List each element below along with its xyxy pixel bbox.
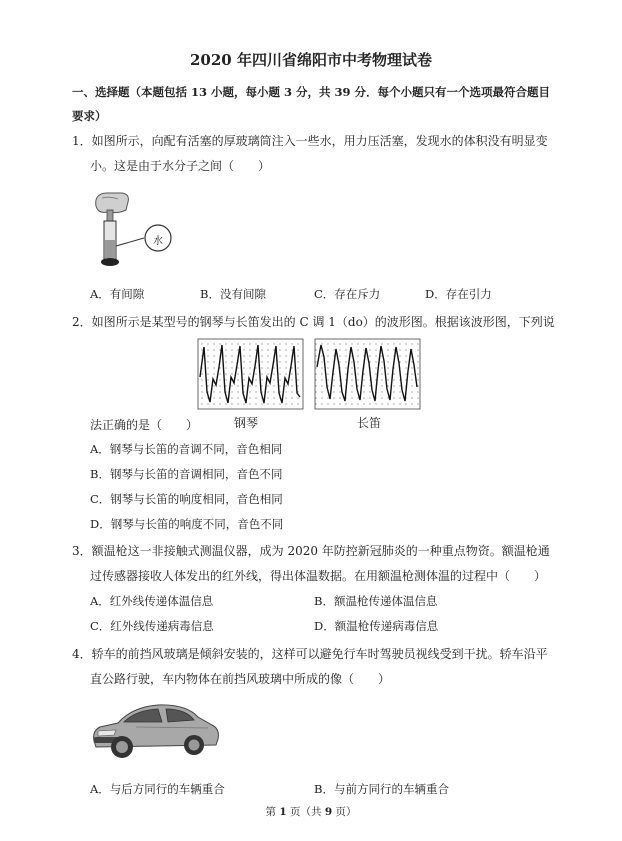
footer-total-pages: 9 <box>324 806 333 818</box>
question-1-line-1: 1．如图所示，向配有活塞的厚玻璃筒注入一些水，用力压活塞，发现水的体积没有明显变 <box>72 134 548 148</box>
question-1-option-a: A．有间隙 <box>90 287 145 301</box>
question-2-line-1: 2．如图所示是某型号的钢琴与长笛发出的 C 调 1（do）的波形图。根据该波形图，下列说 <box>72 315 555 329</box>
question-4-line-1: 4．轿车的前挡风玻璃是倾斜安装的，这样可以避免行车时驾驶员视线受到干扰。轿车沿平 <box>72 647 548 661</box>
question-2-option-b: B．钢琴与长笛的音调相同，音色不同 <box>90 467 283 481</box>
question-1-option-d: D．存在引力 <box>425 287 492 301</box>
question-2-line-2: 法正确的是（ ） <box>90 418 199 432</box>
waveform-figure <box>195 337 425 432</box>
page-title: 2020 年四川省绵阳市中考物理试卷 <box>190 51 432 69</box>
piston-cylinder-figure <box>88 188 188 273</box>
question-4-line-2: 直公路行驶，车内物体在前挡风玻璃中所成的像（ ） <box>90 672 391 686</box>
question-3-option-b: B．额温枪传递体温信息 <box>314 594 438 608</box>
question-4-option-b: B．与前方同行的车辆重合 <box>314 782 449 796</box>
question-3-line-2: 过传感器接收人体发出的红外线，得出体温数据。在用额温枪测体温的过程中（ ） <box>90 569 547 583</box>
footer-page-number: 1 <box>279 806 287 818</box>
question-3-option-c: C．红外线传递病毒信息 <box>90 619 214 633</box>
question-3-line-1: 3．额温枪这一非接触式测温仪器，成为 2020 年防控新冠肺炎的一种重点物资。额温枪通 <box>72 544 550 558</box>
question-2-option-d: D．钢琴与长笛的响度不同，音色不同 <box>90 517 284 531</box>
question-2-option-c: C．钢琴与长笛的响度相同，音色相同 <box>90 492 283 506</box>
question-3-option-d: D．额温枪传递病毒信息 <box>314 619 439 633</box>
question-4-option-a: A．与后方同行的车辆重合 <box>90 782 225 796</box>
question-1-option-c: C．存在斥力 <box>314 287 381 301</box>
question-3-option-a: A．红外线传递体温信息 <box>90 594 214 608</box>
piano-label: 钢琴 <box>234 416 259 430</box>
flute-label: 长笛 <box>357 416 382 430</box>
footer-middle: 页（共 <box>286 806 325 818</box>
section-heading: 一、选择题（本题包括 13 小题，每小题 3 分，共 39 分．每个小题只有一个选项最符合题目要求） <box>72 85 551 123</box>
footer-suffix: 页） <box>332 806 357 818</box>
question-1-line-2: 小。这是由于水分子之间（ ） <box>90 159 271 173</box>
footer-prefix: 第 <box>265 806 280 818</box>
car-figure <box>88 695 223 763</box>
question-2-option-a: A．钢琴与长笛的音调不同，音色相同 <box>90 442 283 456</box>
water-label: 水 <box>153 236 163 247</box>
page-footer <box>0 804 622 819</box>
question-1-option-b: B．没有间隙 <box>200 287 266 301</box>
